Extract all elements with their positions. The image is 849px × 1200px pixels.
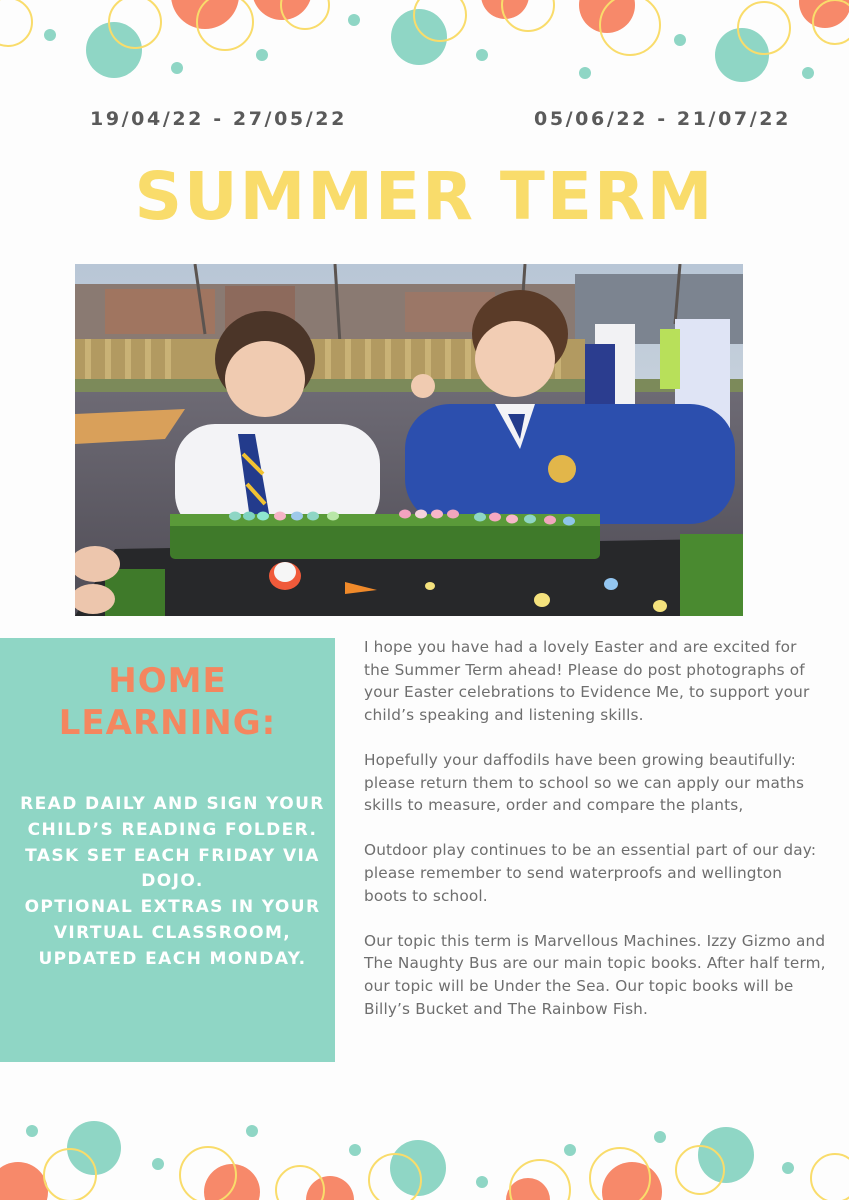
task-item: OPTIONAL EXTRAS IN YOUR VIRTUAL CLASSROOM, UPDATED EACH MONDAY. bbox=[24, 897, 321, 969]
paragraph: Our topic this term is Marvellous Machines. Izzy Gizmo and The Naughty Bus are our main topic books. After half term, our topic will be Under the Sea. Our topic books will be Billy’s Bucket and The Rainbow Fish. bbox=[364, 931, 826, 1018]
paragraph: Hopefully your daffodils have been growing beautifully: please return them to school so we can apply our maths skills to measure, order and compare the plants, bbox=[364, 750, 805, 815]
bottom-decoration bbox=[0, 1100, 849, 1200]
classroom-photo bbox=[75, 264, 743, 616]
paragraph: I hope you have had a lovely Easter and are excited for the Summer Term ahead! Please do post photographs of your Easter celebrations to Evidence Me, to support your child’s speaking and listening skills. bbox=[364, 638, 810, 724]
home-learning-panel bbox=[0, 638, 335, 1062]
task-item: TASK SET EACH FRIDAY VIA DOJO. bbox=[25, 845, 320, 892]
page-title: SUMMER TERM bbox=[134, 158, 715, 235]
home-learning-heading bbox=[0, 660, 335, 744]
task-item: READ DAILY AND SIGN YOUR CHILD’S READING FOLDER. bbox=[20, 794, 325, 840]
home-learning-heading-line2: LEARNING: bbox=[58, 703, 277, 743]
paragraph: Outdoor play continues to be an essential part of our day: please remember to send waterproofs and wellington boots to school. bbox=[364, 841, 817, 905]
date-range-left: 19/04/22 - 27/05/22 bbox=[90, 108, 347, 130]
home-learning-heading-line1: HOME bbox=[108, 661, 227, 701]
top-decoration bbox=[0, 0, 849, 100]
home-learning-tasks bbox=[20, 792, 325, 973]
newsletter-body bbox=[364, 636, 826, 1043]
date-range-right: 05/06/22 - 21/07/22 bbox=[534, 108, 791, 130]
